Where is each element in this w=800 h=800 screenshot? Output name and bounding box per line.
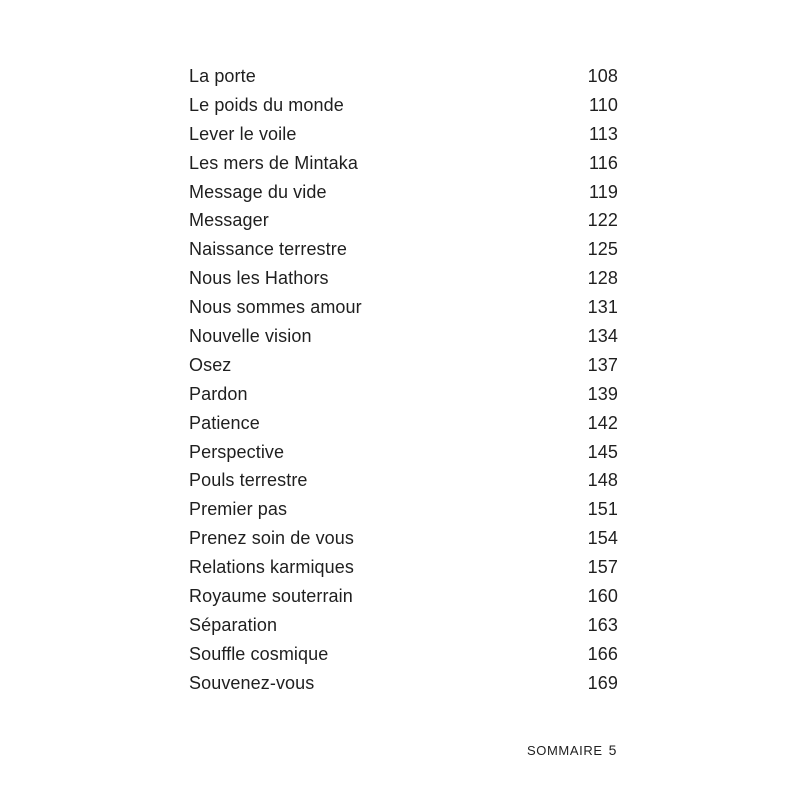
toc-entry-title: Nous les Hathors [189, 268, 329, 289]
toc-entry-title: Patience [189, 412, 260, 433]
toc-entry [189, 582, 618, 611]
toc-entry [189, 351, 618, 380]
toc-entry-page: 134 [587, 326, 618, 347]
toc-entry-page: 108 [587, 66, 618, 86]
toc-entry-page: 148 [587, 470, 618, 491]
toc-entry-page: 128 [587, 268, 618, 289]
toc-entry-title: Pouls terrestre [189, 470, 308, 491]
toc-entry-page: 151 [587, 499, 618, 520]
toc-entry-title: Séparation [189, 614, 278, 635]
toc-entry-page: 142 [587, 412, 618, 433]
toc-entry-page: 125 [587, 239, 618, 260]
toc-entry-page: 131 [587, 297, 618, 318]
toc-entry [189, 524, 618, 553]
toc-entry-title: Souffle cosmique [189, 643, 329, 664]
toc-entry [189, 640, 618, 669]
toc-entry-title: Message du vide [189, 181, 327, 202]
toc-entry-title: La porte [189, 66, 256, 86]
toc-entry-title: Osez [189, 354, 232, 375]
toc-entry-page: 116 [589, 152, 618, 173]
toc-entry-page: 169 [587, 672, 618, 693]
toc-entry-page: 166 [587, 643, 618, 664]
table-of-contents [189, 62, 618, 698]
toc-entry [189, 553, 618, 582]
toc-entry-title: Relations karmiques [189, 557, 354, 578]
toc-entry-page: 122 [587, 210, 618, 231]
toc-entry-page: 163 [587, 614, 618, 635]
toc-entry [189, 293, 618, 322]
toc-entry [189, 380, 618, 409]
toc-entry [189, 438, 618, 467]
toc-entry-title: Royaume souterrain [189, 586, 353, 607]
toc-entry-page: 137 [587, 354, 618, 375]
toc-entry [189, 91, 618, 120]
toc-entry-title: Lever le voile [189, 123, 297, 144]
toc-entry-title: Nouvelle vision [189, 326, 312, 347]
toc-entry-title: Le poids du monde [189, 94, 344, 115]
toc-entry [189, 611, 618, 640]
toc-entry [189, 495, 618, 524]
toc-entry-title: Pardon [189, 383, 248, 404]
toc-entry-page: 110 [589, 94, 618, 115]
toc-entry [189, 235, 618, 264]
toc-entry-page: 157 [587, 557, 618, 578]
toc-entry-page: 145 [587, 441, 618, 462]
toc-entry-title: Nous sommes amour [189, 297, 362, 318]
toc-entry [189, 466, 618, 495]
toc-entry [189, 322, 618, 351]
toc-entry-title: Prenez soin de vous [189, 528, 354, 549]
toc-entry [189, 62, 618, 91]
footer-section-label: SOMMAIRE [527, 743, 603, 758]
footer-page-number: 5 [608, 742, 617, 758]
toc-entry-page: 154 [587, 528, 618, 549]
toc-entry [189, 409, 618, 438]
toc-entry-title: Perspective [189, 441, 285, 462]
page-footer [527, 742, 617, 758]
toc-entry-title: Souvenez-vous [189, 672, 315, 693]
toc-entry-title: Premier pas [189, 499, 288, 520]
toc-entry-page: 113 [589, 123, 618, 144]
toc-entry-title: Naissance terrestre [189, 239, 347, 260]
toc-entry-title: Messager [189, 210, 269, 231]
toc-entry [189, 120, 618, 149]
toc-entry [189, 669, 618, 698]
toc-entry [189, 178, 618, 207]
toc-entry-title: Les mers de Mintaka [189, 152, 358, 173]
toc-entry-page: 119 [589, 181, 618, 202]
toc-entry [189, 149, 618, 178]
toc-entry [189, 264, 618, 293]
toc-entry-page: 139 [587, 383, 618, 404]
toc-entry [189, 206, 618, 235]
toc-entry-page: 160 [587, 586, 618, 607]
